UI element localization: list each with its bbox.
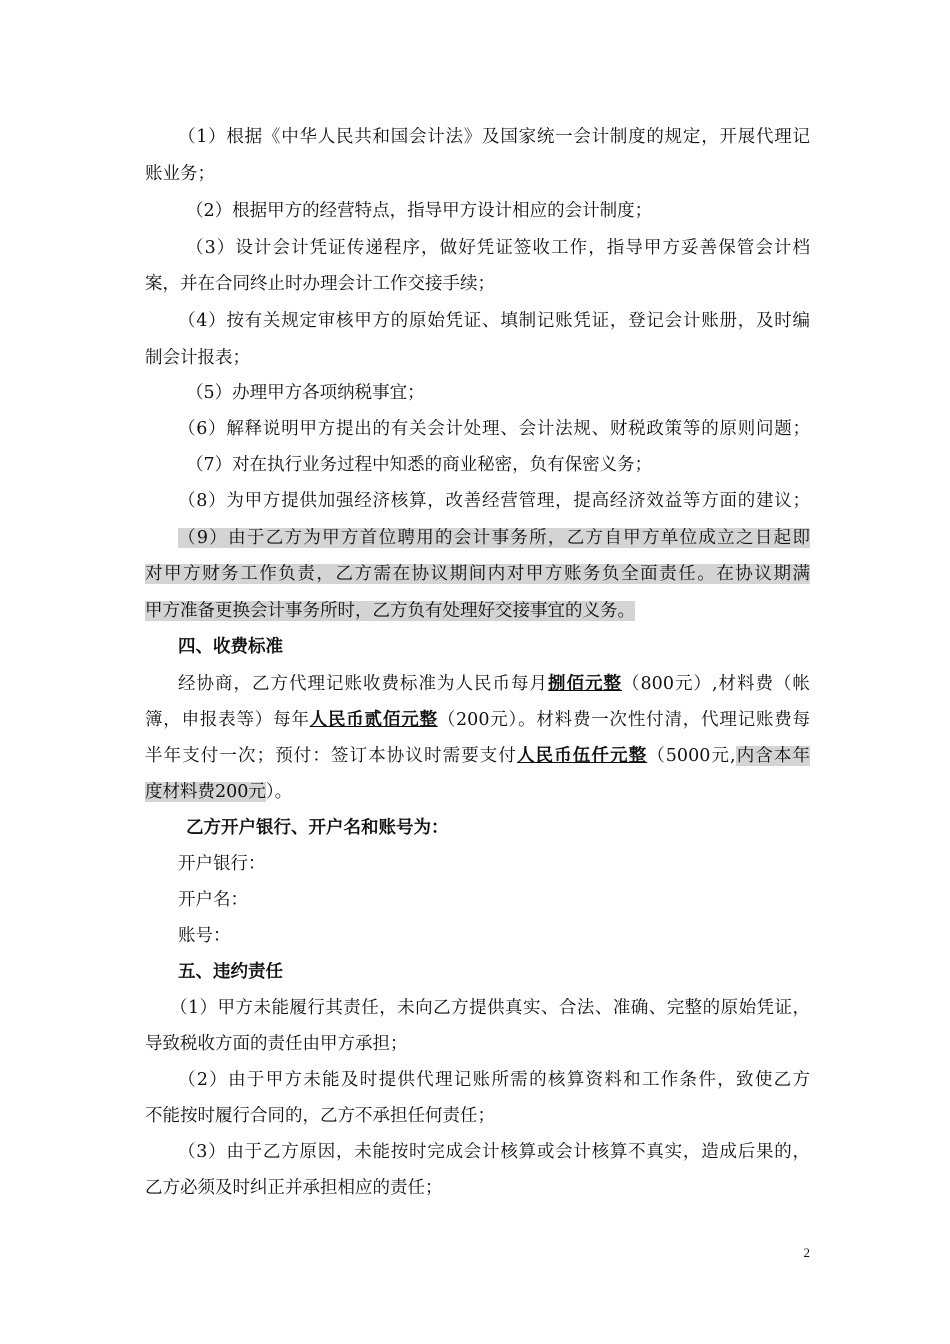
amount-prepay: 人民币伍仟元整 — [517, 746, 648, 766]
highlight-span: 甲方准备更换会计事务所时，乙方负有处理好交接事宜的义务。 — [145, 601, 635, 621]
amount-monthly: 捌佰元整 — [548, 674, 623, 694]
text-span: ）。 — [265, 782, 293, 802]
text-span: 经协商，乙方代理记账收费标准为人民币每月 — [178, 674, 549, 694]
list1-item5: （5）办理甲方各项纳税事宜； — [186, 383, 425, 403]
highlight-span: 度材料费200元 — [145, 782, 266, 802]
bank-heading: 乙方开户银行、开户名和账号为： — [186, 818, 449, 838]
account-name-label: 开户名： — [178, 890, 248, 910]
list1-item9-line3 — [145, 596, 810, 626]
section5-heading: 五、违约责任 — [178, 962, 283, 982]
amount-materials: 人民币贰佰元整 — [309, 710, 438, 730]
list1-item9-line2 — [145, 559, 810, 589]
section5-item3-line1: （3）由于乙方原因，未能按时完成会计核算或会计核算不真实，造成后果的， — [178, 1142, 810, 1162]
text-span: （200元）。材料费一次性付清，代理记账费每 — [437, 710, 810, 730]
section4-p1-line1 — [178, 669, 810, 699]
section4-p1-line3 — [145, 741, 810, 771]
account-number-label: 账号： — [178, 926, 231, 946]
section4-p1-line2 — [145, 705, 810, 735]
list1-item2: （2）根据甲方的经营特点，指导甲方设计相应的会计制度； — [186, 201, 653, 221]
section5-item2-line1: （2）由于甲方未能及时提供代理记账所需的核算资料和工作条件，致使乙方 — [178, 1070, 810, 1090]
bank-label: 开户银行： — [178, 854, 266, 874]
list1-item4-line2: 制会计报表； — [145, 348, 250, 368]
list1-item1-line1: （1）根据《中华人民共和国会计法》及国家统一会计制度的规定，开展代理记 — [178, 127, 810, 147]
highlight-span: （9）由于乙方为甲方首位聘用的会计事务所，乙方自甲方单位成立之日起即 — [178, 528, 810, 548]
list1-item4-line1: （4）按有关规定审核甲方的原始凭证、填制记账凭证，登记会计账册，及时编 — [178, 311, 810, 331]
text-span: 簿，申报表等）每年 — [145, 710, 310, 730]
section5-item1-line1: （1）甲方未能履行其责任，未向乙方提供真实、合法、准确、完整的原始凭证， — [170, 998, 810, 1018]
section4-p1-line4 — [145, 777, 810, 807]
list1-item7: （7）对在执行业务过程中知悉的商业秘密，负有保密义务； — [186, 455, 653, 475]
list1-item3-line2: 案，并在合同终止时办理会计工作交接手续； — [145, 274, 495, 294]
list1-item1-line2: 账业务； — [145, 164, 215, 184]
list1-item9-line1 — [178, 523, 810, 553]
section4-heading: 四、收费标准 — [178, 637, 283, 657]
list1-item3-line1: （3）设计会计凭证传递程序，做好凭证签收工作，指导甲方妥善保管会计档 — [186, 238, 810, 258]
page-number: 2 — [803, 1245, 810, 1260]
highlight-span: 对甲方财务工作负责，乙方需在协议期间内对甲方账务负全面责任。在协议期满 — [145, 564, 810, 584]
list1-item6: （6）解释说明甲方提出的有关会计处理、会计法规、财税政策等的原则问题； — [178, 419, 810, 439]
text-span: （800元）,材料费（帐 — [622, 674, 810, 694]
text-span: （5000元, — [647, 746, 736, 766]
section5-item3-line2: 乙方必须及时纠正并承担相应的责任； — [145, 1178, 443, 1198]
section5-item2-line2: 不能按时履行合同的，乙方不承担任何责任； — [145, 1106, 495, 1126]
text-span: 半年支付一次；预付：签订本协议时需要支付 — [145, 746, 517, 766]
highlight-span: 内含本年 — [735, 746, 810, 766]
section5-item1-line2: 导致税收方面的责任由甲方承担； — [145, 1034, 408, 1054]
list1-item8: （8）为甲方提供加强经济核算，改善经营管理，提高经济效益等方面的建议； — [178, 491, 810, 511]
